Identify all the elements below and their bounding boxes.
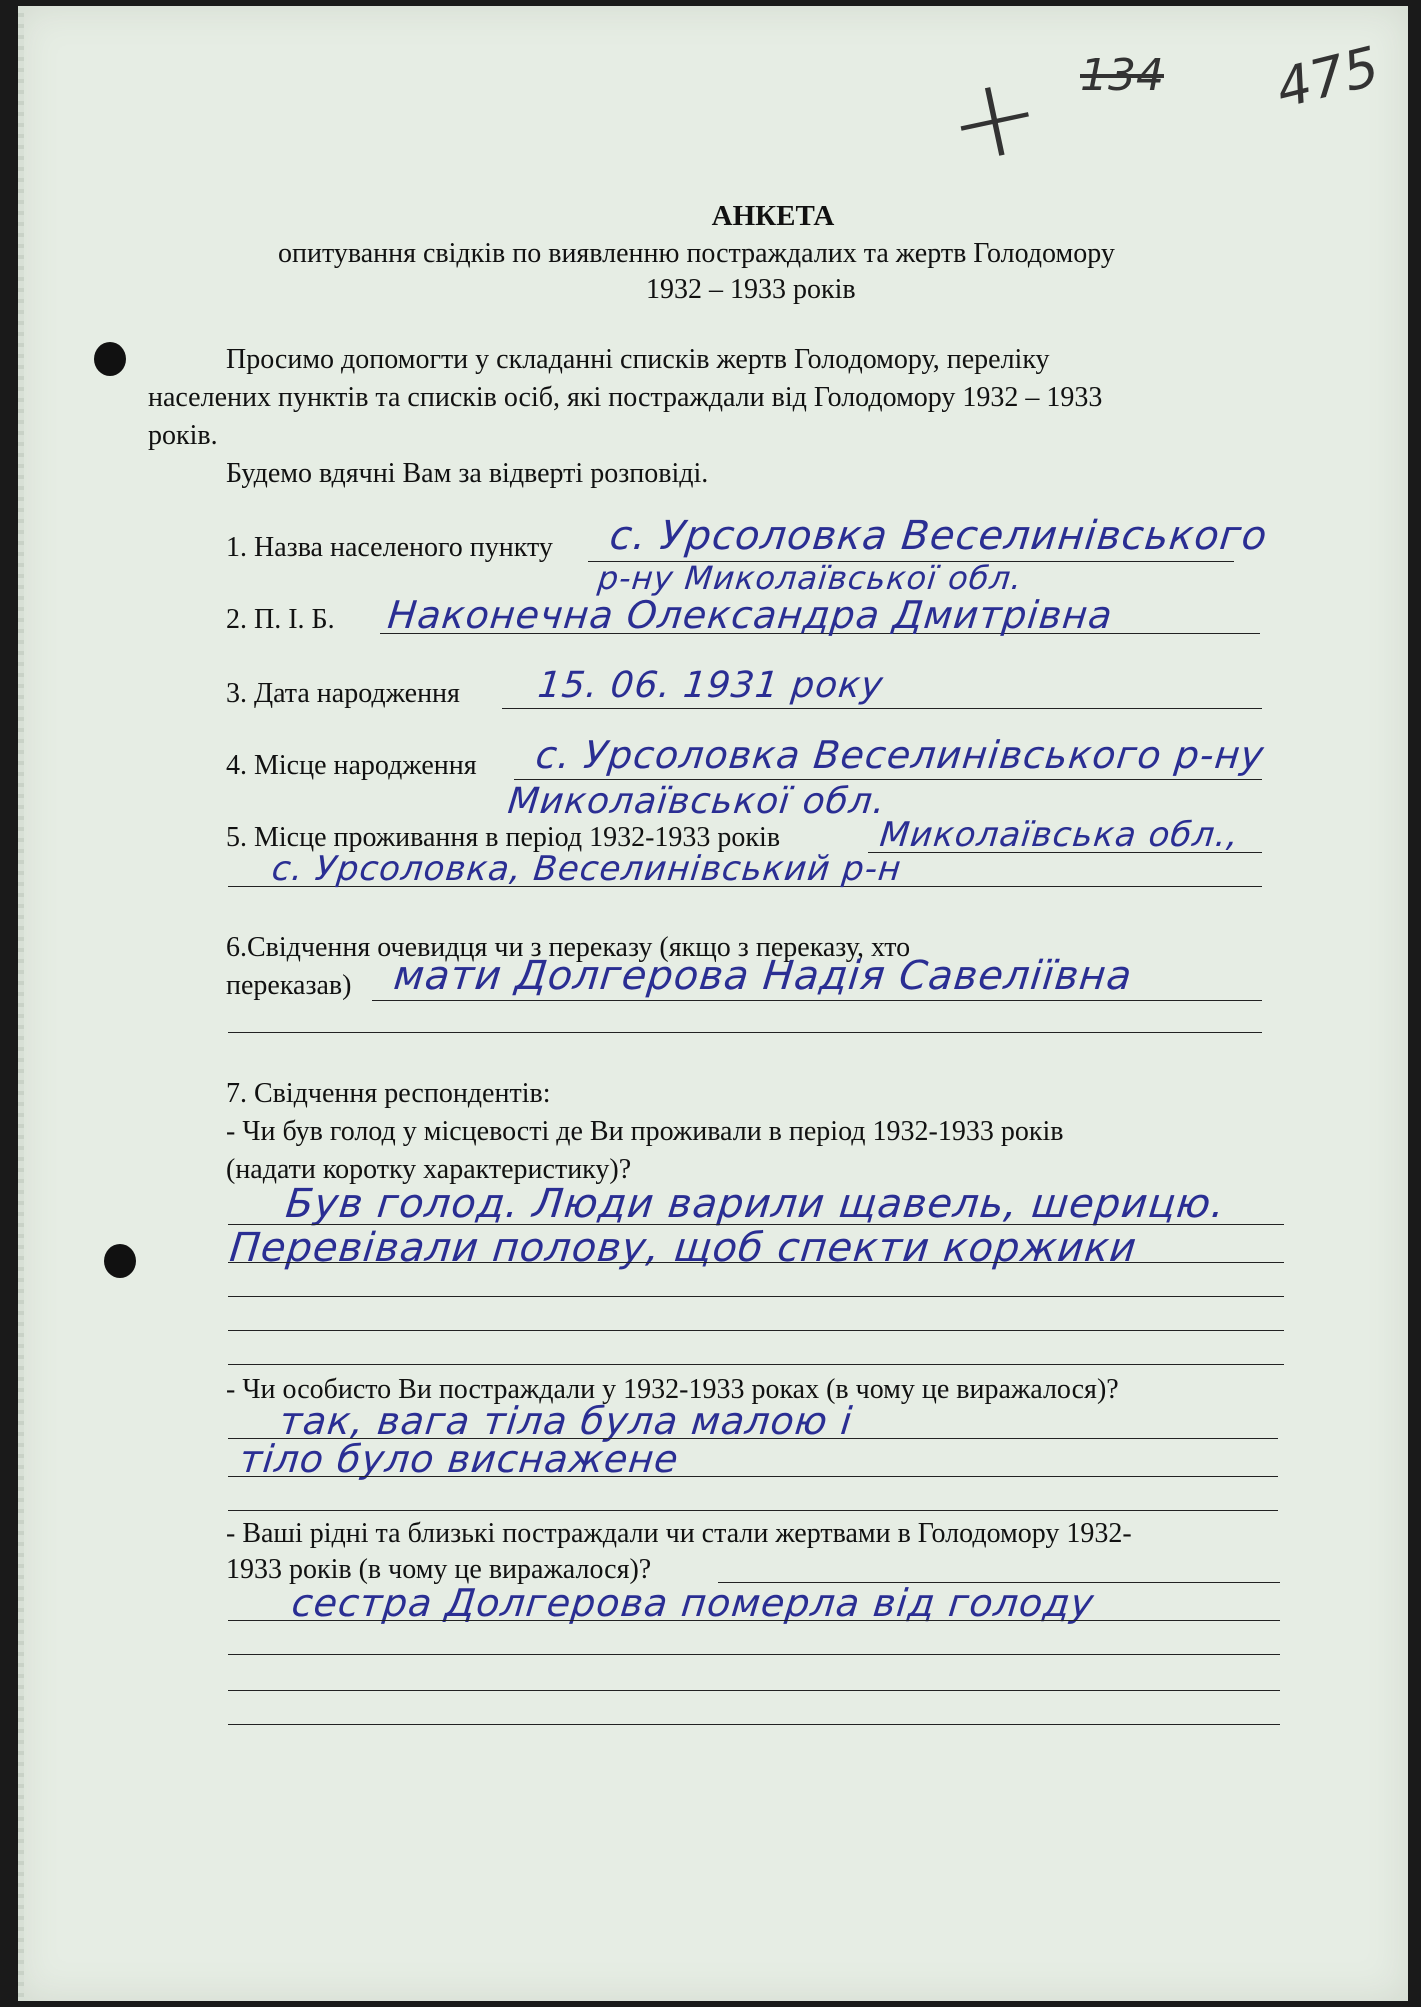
page-number-handwritten: 475: [1269, 34, 1386, 121]
intro-line2: населених пунктів та списків осіб, які постраждали від Голодомору 1932 – 1933: [148, 382, 1103, 413]
field-6-label-line2: переказав): [226, 970, 352, 1001]
answer-3-underline-1: [228, 1620, 1280, 1621]
field-4-underline: [514, 779, 1262, 780]
field-1-value-line1: с. Урсоловка Веселинівського: [607, 513, 1270, 559]
punch-hole-bottom: [104, 1244, 136, 1278]
form-subtitle-line2: 1932 – 1933 років: [646, 274, 856, 305]
intro-line3: років.: [148, 420, 218, 451]
answer-1-underline-2: [228, 1262, 1284, 1263]
field-1-label: 1. Назва населеного пункту: [226, 532, 553, 563]
answer-3-underline-2: [228, 1654, 1280, 1655]
answer-3-underline-4: [228, 1724, 1280, 1725]
field-5-value-line1: Миколаївська обл.,: [877, 815, 1241, 855]
answer-1-underline-3: [228, 1296, 1284, 1297]
answer-2-underline-3: [228, 1510, 1278, 1511]
section-7-heading: 7. Свідчення респондентів:: [226, 1078, 551, 1109]
question-1-line1: - Чи був голод у місцевості де Ви проживали в період 1932-1933 років: [226, 1116, 1064, 1147]
field-3-value: 15. 06. 1931 року: [535, 665, 886, 706]
field-6-underline-b: [228, 1032, 1262, 1033]
answer-1-line2: Перевівали полову, щоб спекти коржики: [227, 1225, 1140, 1271]
answer-2-line2: тіло було виснажене: [237, 1437, 682, 1481]
field-3-label: 3. Дата народження: [226, 678, 460, 709]
answer-1-line1: Був голод. Люди варили щавель, шерицю.: [283, 1181, 1228, 1227]
question-3-line2: 1933 років (в чому це виражалося)?: [226, 1554, 652, 1585]
form-title: АНКЕТА: [711, 200, 835, 232]
field-4-value-line1: с. Урсоловка Веселинівського р-ну: [533, 733, 1267, 777]
field-6-underline-a: [372, 1000, 1262, 1001]
field-2-label: 2. П. І. Б.: [226, 604, 335, 635]
answer-1-underline-4: [228, 1330, 1284, 1331]
questionnaire-page: [18, 6, 1408, 2001]
question-1-line2: (надати коротку характеристику)?: [226, 1154, 632, 1185]
field-3-underline: [502, 708, 1262, 709]
struck-page-number: 134: [1080, 50, 1164, 101]
torn-left-edge: [18, 6, 24, 2001]
field-1-value-line2: р-ну Миколаївської обл.: [596, 559, 1025, 597]
answer-2-underline-2: [228, 1476, 1278, 1477]
answer-3: сестра Долгерова померла від голоду: [289, 1581, 1097, 1625]
field-2-value: Наконечна Олександра Дмитрівна: [385, 593, 1115, 637]
answer-2-line1: так, вага тіла була малою і: [277, 1399, 855, 1443]
form-subtitle-line1: опитування свідків по виявленню постраждалих та жертв Голодомору: [278, 238, 1115, 269]
answer-3-underline-3: [228, 1690, 1280, 1691]
corner-cross-mark: +: [935, 45, 1053, 191]
intro-line1: Просимо допомогти у складанні списків жертв Голодомору, переліку: [226, 344, 1050, 375]
field-5-label: 5. Місце проживання в період 1932-1933 років: [226, 822, 781, 853]
question-3-line1: - Ваші рідні та близькі постраждали чи стали жертвами в Голодомору 1932-: [226, 1518, 1132, 1549]
field-5-value-line2: с. Урсоловка, Веселинівський р-н: [269, 849, 904, 889]
answer-1-underline-5: [228, 1364, 1284, 1365]
field-4-label: 4. Місце народження: [226, 750, 477, 781]
punch-hole-top: [94, 342, 126, 376]
field-6-label-line1: 6.Свідчення очевидця чи з переказу (якщо з переказу, хто: [226, 932, 911, 963]
field-4-value-line2: Миколаївської обл.: [505, 781, 888, 822]
intro-line4: Будемо вдячні Вам за відверті розповіді.: [226, 458, 709, 489]
field-6-value: мати Долгерова Надія Савеліївна: [391, 953, 1135, 999]
question-2: - Чи особисто Ви постраждали у 1932-1933 роках (в чому це виражалося)?: [226, 1374, 1119, 1405]
